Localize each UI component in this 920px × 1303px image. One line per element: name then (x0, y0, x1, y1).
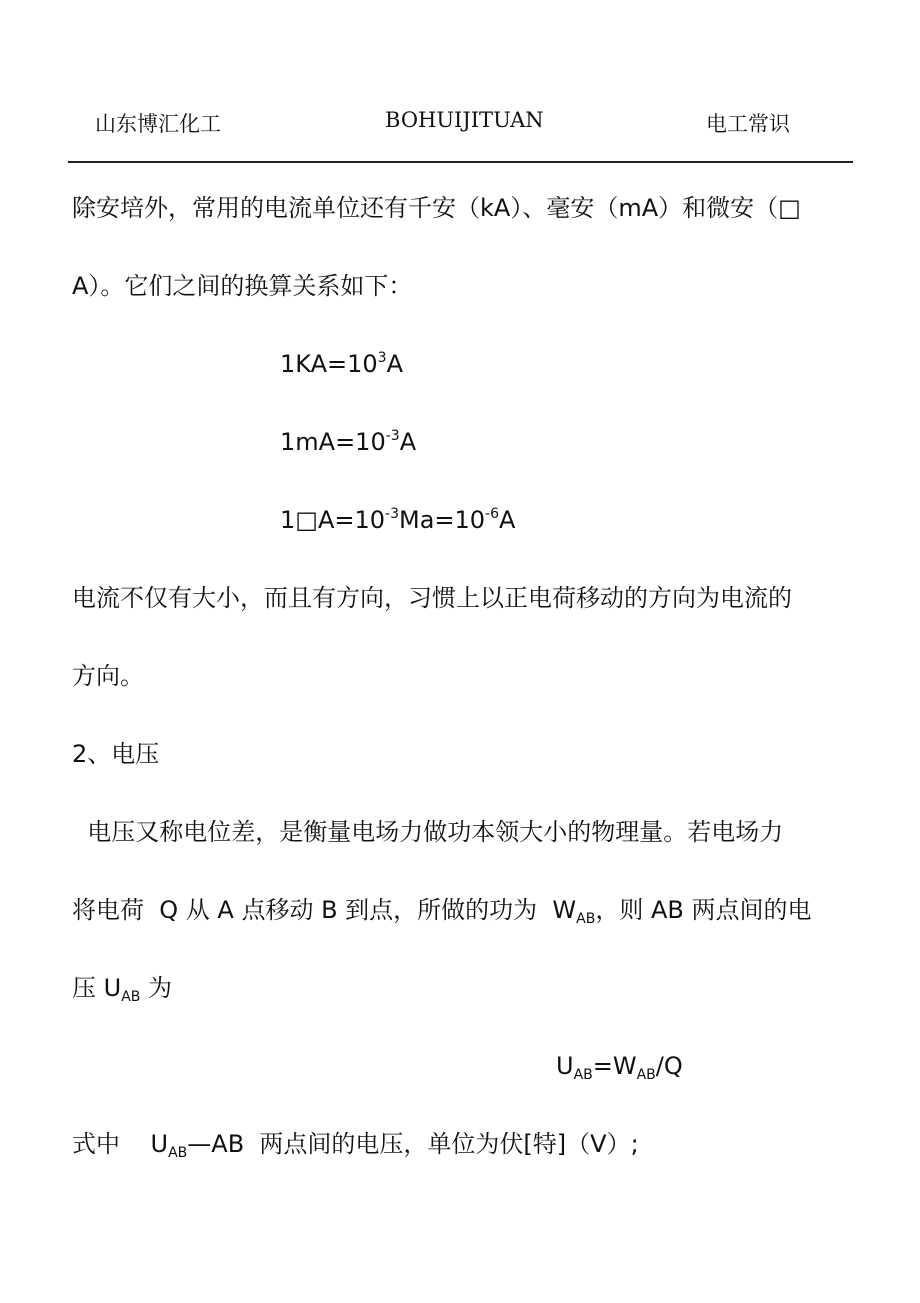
formula-text: A (499, 506, 516, 534)
formula-text: A (386, 350, 403, 378)
header-divider (68, 161, 853, 163)
formula-ua (280, 505, 515, 535)
formula-exponent: -6 (485, 506, 500, 522)
paragraph-line (72, 973, 172, 1003)
text-run: 将电荷 Q 从 A 点移动 B 到点，所做的功为 W (72, 896, 577, 924)
section-heading: 2、电压 (72, 740, 160, 768)
subscript: AB (573, 1067, 593, 1083)
text-run: —AB 两点间的电压，单位为伏[特]（V）; (187, 1130, 639, 1158)
formula-ka (280, 349, 403, 379)
paragraph-line (72, 895, 812, 925)
formula-ma (280, 427, 416, 457)
paragraph-line: 除安培外，常用的电流单位还有千安（kA）、毫安（mA）和微安（□ (72, 194, 801, 222)
page-header (0, 108, 920, 138)
formula-text: =W (592, 1052, 637, 1080)
text-run: ，则 AB 两点间的电 (595, 896, 812, 924)
formula-exponent: -3 (385, 428, 400, 444)
formula-text: /Q (655, 1052, 683, 1080)
paragraph-line: A）。它们之间的换算关系如下： (72, 272, 413, 300)
header-topic: 电工常识 (706, 112, 790, 136)
formula-text: A (399, 428, 417, 456)
formula-exponent: 3 (377, 350, 387, 366)
subscript: AB (636, 1067, 656, 1083)
formula-exponent: -3 (385, 506, 399, 522)
formula-text: 1KA=10 (280, 350, 378, 378)
header-company: 山东博汇化工 (95, 112, 221, 136)
paragraph-line: 电流不仅有大小，而且有方向，习惯上以正电荷移动的方向为电流的 (72, 584, 792, 612)
text-run: 为 (140, 974, 173, 1002)
text-run: 压 U (72, 974, 122, 1002)
text-run: 式中 U (72, 1130, 169, 1158)
subscript: AB (121, 989, 141, 1005)
header-group: BOHUIJITUAN (385, 108, 544, 132)
formula-text: 1mA=10 (280, 428, 386, 456)
definition-line (72, 1129, 639, 1159)
paragraph-line: 方向。 (72, 662, 144, 690)
formula-voltage (556, 1051, 683, 1081)
formula-text: 1□A=10 (280, 506, 386, 534)
subscript: AB (168, 1145, 188, 1161)
subscript: AB (576, 911, 596, 927)
paragraph-line: 电压又称电位差，是衡量电场力做功本领大小的物理量。若电场力 (72, 818, 784, 846)
formula-text: U (556, 1052, 574, 1080)
formula-text: Ma=10 (398, 506, 486, 534)
